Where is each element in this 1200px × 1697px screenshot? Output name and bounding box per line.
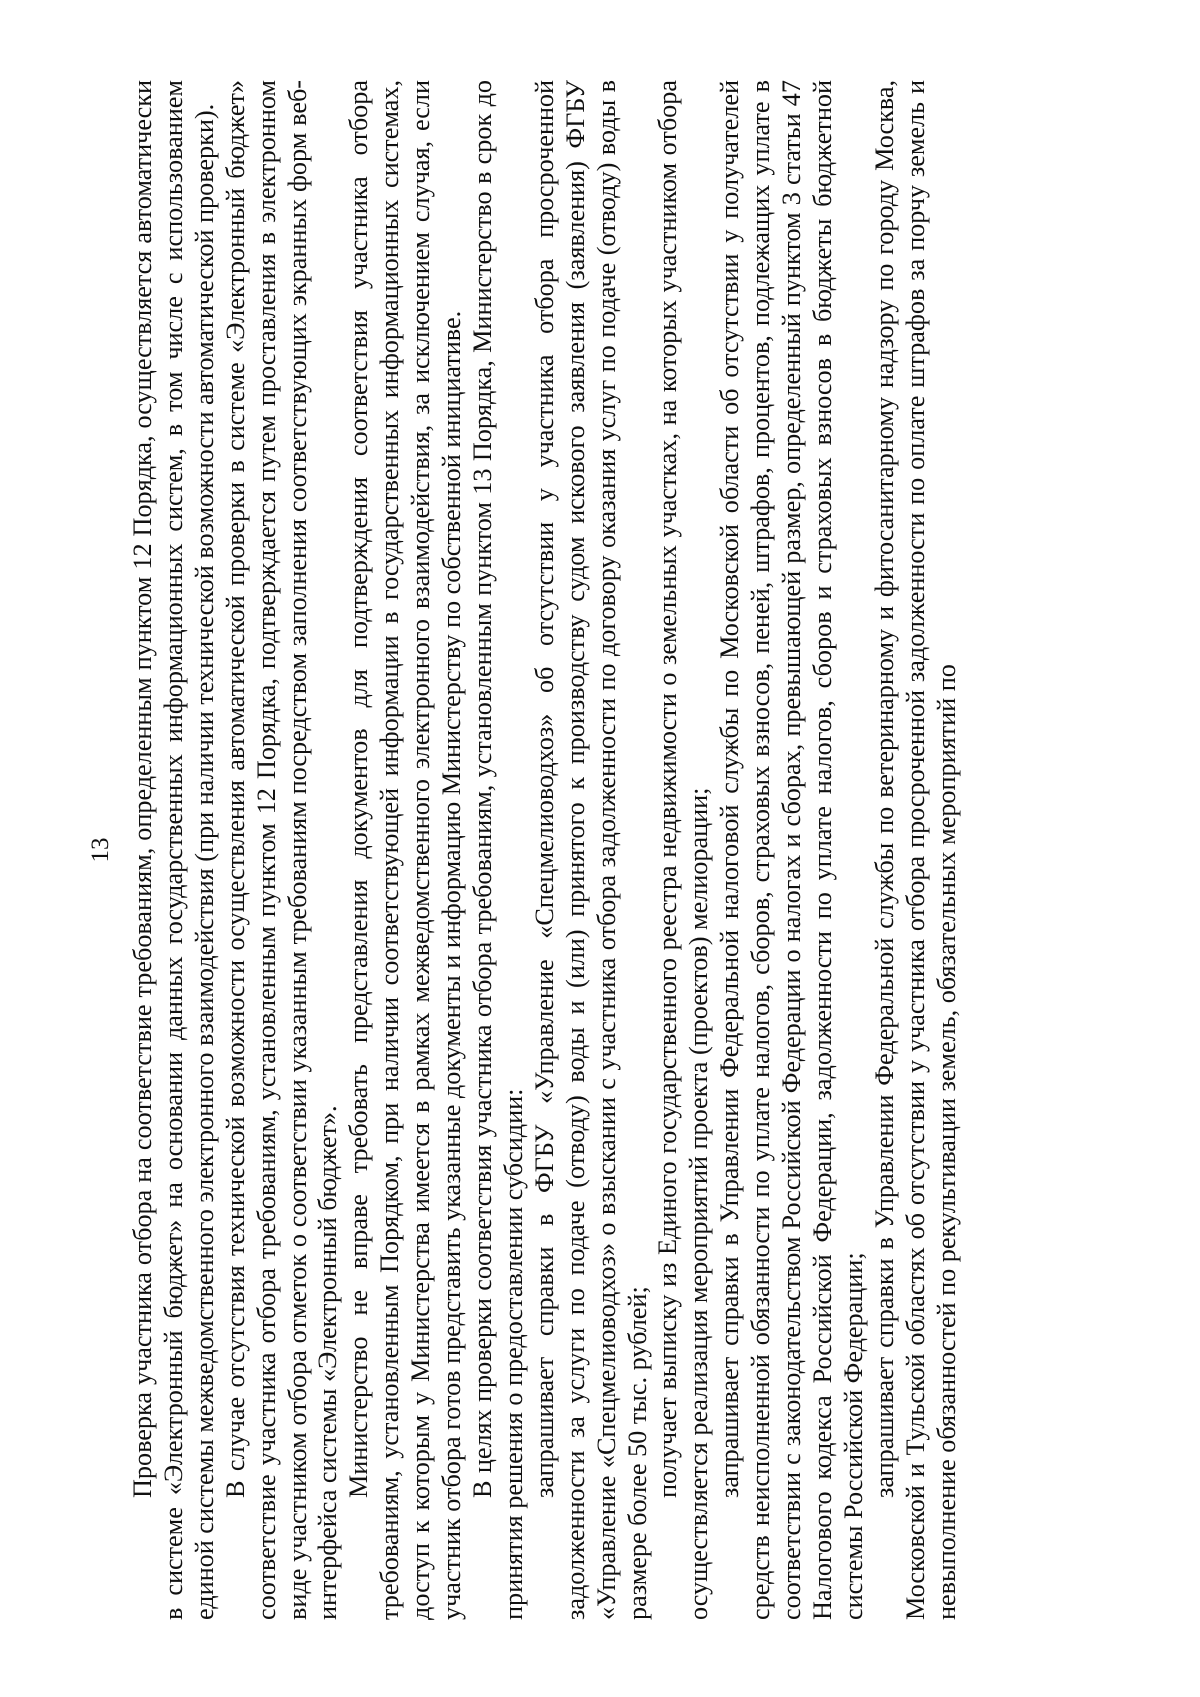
- paragraph: В случае отсутствия технической возможности осуществления автоматической проверки в системе «Электронный бюджет» соответствие участника отбора требованиям, установленным пунктом 12 Порядка, подтверждается путем проставления в электронном виде участником отбора отметок о соответствии указанным требованиям посредством заполнения соответствующих экранных форм веб-интерфейса системы «Электронный бюджет».: [220, 80, 343, 1620]
- page-number: 13: [87, 837, 114, 863]
- paragraph: получает выписку из Единого государственного реестра недвижимости о земельных участках, на которых участником отбора осуществляется реализация мероприятий проекта (проектов) мелиорации;: [653, 80, 714, 1620]
- paragraph: запрашивает справки в Управлении Федеральной налоговой службы по Московской области об отсутствии у получателей средств неисполненной обязанности по уплате налогов, сборов, страховых взносов, пеней, штрафов, процентов, подлежащих уплате в соответствии с законодательством Российской Федерации о налогах и сборах, превышающей размер, определенный пунктом 3 статьи 47 Налогового кодекса Российской Федерации, задолженности по уплате налогов, сборов и страховых взносов в бюджеты бюджетной системы Российской Федерации;: [715, 80, 868, 1620]
- paragraph: Министерство не вправе требовать представления документов для подтверждения соответствия участника отбора требованиям, установленным Порядком, при наличии соответствующей информации в государственных информационных системах, доступ к которым у Министерства имеется в рамках межведомственного электронного взаимодействия, за исключением случая, если участник отбора готов представить указанные документы и информацию Министерству по собственной инициативе.: [344, 80, 467, 1620]
- document-body: [128, 80, 962, 1620]
- paragraph: В целях проверки соответствия участника отбора требованиям, установленным пунктом 13 Порядка, Министерство в срок до принятия решения о предоставлении субсидии:: [467, 80, 528, 1620]
- rotated-content: [88, 80, 1128, 1620]
- paragraph: запрашивает справки в ФГБУ «Управление «Спецмелиоводхоз» об отсутствии у участника отбора просроченной задолженности за услуги по подаче (отводу) воды и (или) принятого к производству судом искового заявления (заявления) ФГБУ «Управление «Спецмелиоводхоз» о взыскании с участника отбора задолженности по договору оказания услуг по подаче (отводу) воды в размере более 50 тыс. рублей;: [529, 80, 652, 1620]
- paragraph: запрашивает справки в Управлении Федеральной службы по ветеринарному и фитосанитарному надзору по городу Москва, Московской и Тульской областях об отсутствии у участника отбора просроченной задолженности по оплате штрафов за порчу земель и невыполнение обязанностей по рекультивации земель, обязательных мероприятий по: [869, 80, 961, 1620]
- paragraph: Проверка участника отбора на соответствие требованиям, определенным пунктом 12 Порядка, осуществляется автоматически в системе «Электронный бюджет» на основании данных государственных информационных систем, в том числе с использованием единой системы межведомственного электронного взаимодействия (при наличии технической возможности автоматической проверки).: [128, 80, 219, 1620]
